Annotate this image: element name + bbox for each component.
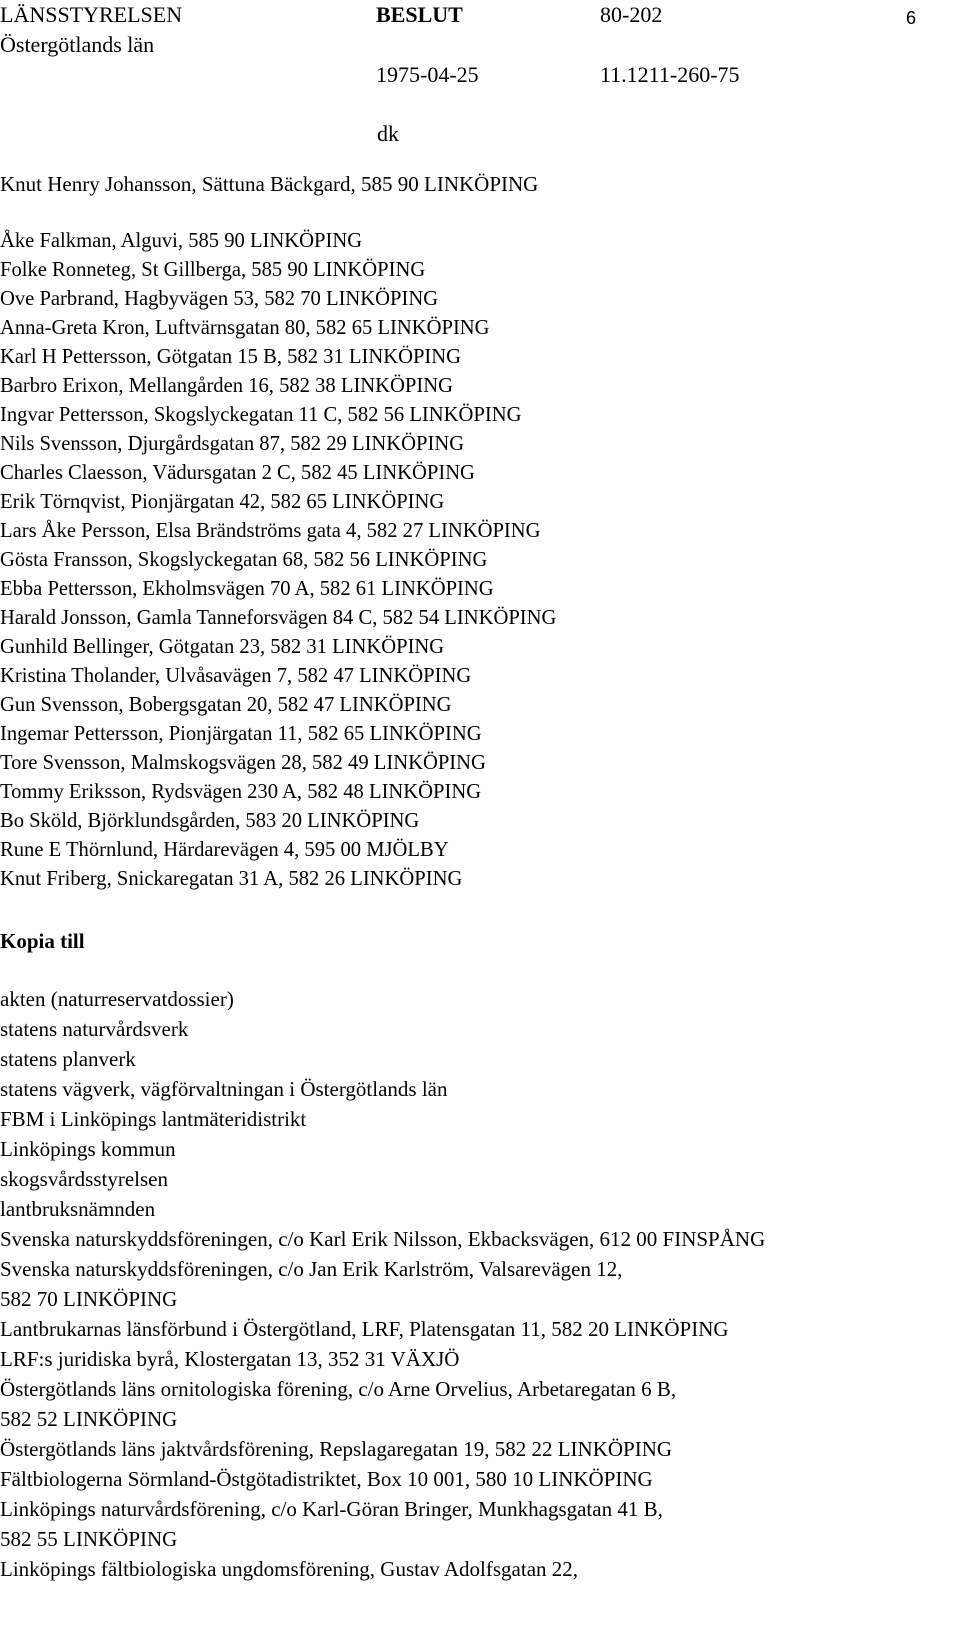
copy-recipient-item: Linköpings fältbiologiska ungdomsförening, Gustav Adolfsgatan 22, — [0, 1557, 579, 1581]
copy-recipient-item: lantbruksnämnden — [0, 1197, 156, 1221]
recipient-item: Kristina Tholander, Ulvåsavägen 7, 582 47 LINKÖPING — [0, 665, 472, 687]
recipient-item: Rune E Thörnlund, Härdarevägen 4, 595 00 MJÖLBY — [0, 839, 449, 861]
recipient-item: Barbro Erixon, Mellangården 16, 582 38 LINKÖPING — [0, 375, 453, 397]
recipient-item: Anna-Greta Kron, Luftvärnsgatan 80, 582 65 LINKÖPING — [0, 317, 490, 339]
copy-recipient-item: statens naturvårdsverk — [0, 1017, 189, 1041]
copy-recipient-item: statens vägverk, vägförvaltningan i Östergötlands län — [0, 1077, 448, 1101]
recipient-item: Gunhild Bellinger, Götgatan 23, 582 31 LINKÖPING — [0, 636, 445, 658]
recipient-item: Folke Ronneteg, St Gillberga, 585 90 LINKÖPING — [0, 259, 426, 281]
copy-recipient-item: akten (naturreservatdossier) — [0, 987, 234, 1011]
copy-recipient-item: statens planverk — [0, 1047, 136, 1071]
copy-recipient-item: Svenska naturskyddsföreningen, c/o Karl Erik Nilsson, Ekbacksvägen, 612 00 FINSPÅNG — [0, 1227, 766, 1251]
copy-recipient-item: Fältbiologerna Sörmland-Östgötadistriktet, Box 10 001, 580 10 LINKÖPING — [0, 1467, 653, 1491]
diary-number-prefix: 80-202 — [600, 2, 663, 27]
recipient-item: Charles Claesson, Vädursgatan 2 C, 582 45 LINKÖPING — [0, 462, 475, 484]
diary-number: 11.1211-260-75 — [600, 62, 740, 87]
copy-recipient-item: FBM i Linköpings lantmäteridistrikt — [0, 1107, 307, 1131]
copy-recipient-item: 582 52 LINKÖPING — [0, 1407, 178, 1431]
copy-recipient-item: 582 70 LINKÖPING — [0, 1287, 178, 1311]
page-number: 6 — [906, 8, 917, 28]
recipient-item: Gun Svensson, Bobergsgatan 20, 582 47 LINKÖPING — [0, 694, 452, 716]
county-name: Östergötlands län — [0, 32, 155, 57]
recipient-item: Ingvar Pettersson, Skogslyckegatan 11 C, 582 56 LINKÖPING — [0, 404, 522, 426]
copy-recipient-item: Lantbrukarnas länsförbund i Östergötland, LRF, Platensgatan 11, 582 20 LINKÖPING — [0, 1317, 729, 1341]
copy-recipient-item: Svenska naturskyddsföreningen, c/o Jan Erik Karlström, Valsarevägen 12, — [0, 1257, 623, 1281]
copy-recipient-item: Linköpings naturvårdsförening, c/o Karl-Göran Bringer, Munkhagsgatan 41 B, — [0, 1497, 663, 1521]
copy-recipient-item: Östergötlands läns jaktvårdsförening, Repslagaregatan 19, 582 22 LINKÖPING — [0, 1437, 673, 1461]
recipient-list — [0, 227, 556, 894]
recipient-item: Bo Sköld, Björklundsgården, 583 20 LINKÖPING — [0, 810, 420, 832]
recipient-item: Knut Friberg, Snickaregatan 31 A, 582 26 LINKÖPING — [0, 868, 463, 890]
copy-recipient-item: skogsvårdsstyrelsen — [0, 1167, 168, 1191]
copies-list — [0, 984, 765, 1584]
copy-recipient-item: Linköpings kommun — [0, 1137, 176, 1161]
copy-recipient-item: Östergötlands läns ornitologiska förening, c/o Arne Orvelius, Arbetaregatan 6 B, — [0, 1377, 677, 1401]
authority-name: LÄNSSTYRELSEN — [0, 2, 183, 27]
copy-recipient-item: 582 55 LINKÖPING — [0, 1527, 178, 1551]
recipient-item: Tore Svensson, Malmskogsvägen 28, 582 49 LINKÖPING — [0, 752, 486, 774]
recipient-item: Lars Åke Persson, Elsa Brändströms gata 4, 582 27 LINKÖPING — [0, 520, 541, 542]
copies-heading: Kopia till — [0, 929, 85, 953]
recipient-item: Ingemar Pettersson, Pionjärgatan 11, 582 65 LINKÖPING — [0, 723, 482, 745]
officer-initials: dk — [377, 121, 399, 146]
recipient-item: Erik Törnqvist, Pionjärgatan 42, 582 65 LINKÖPING — [0, 491, 445, 513]
decision-date: 1975-04-25 — [376, 62, 479, 87]
recipient-item: Ove Parbrand, Hagbyvägen 53, 582 70 LINKÖPING — [0, 288, 439, 310]
recipient-item: Ebba Pettersson, Ekholmsvägen 70 A, 582 61 LINKÖPING — [0, 578, 494, 600]
copy-recipient-item: LRF:s juridiska byrå, Klostergatan 13, 352 31 VÄXJÖ — [0, 1347, 460, 1371]
first-recipient: Knut Henry Johansson, Sättuna Bäckgard, 585 90 LINKÖPING — [0, 172, 539, 196]
document-type: BESLUT — [376, 2, 463, 27]
recipient-item: Åke Falkman, Alguvi, 585 90 LINKÖPING — [0, 230, 363, 252]
recipient-item: Harald Jonsson, Gamla Tanneforsvägen 84 C, 582 54 LINKÖPING — [0, 607, 557, 629]
recipient-item: Tommy Eriksson, Rydsvägen 230 A, 582 48 LINKÖPING — [0, 781, 482, 803]
recipient-item: Karl H Pettersson, Götgatan 15 B, 582 31 LINKÖPING — [0, 346, 462, 368]
recipient-item: Nils Svensson, Djurgårdsgatan 87, 582 29 LINKÖPING — [0, 433, 465, 455]
recipient-item: Gösta Fransson, Skogslyckegatan 68, 582 56 LINKÖPING — [0, 549, 488, 571]
